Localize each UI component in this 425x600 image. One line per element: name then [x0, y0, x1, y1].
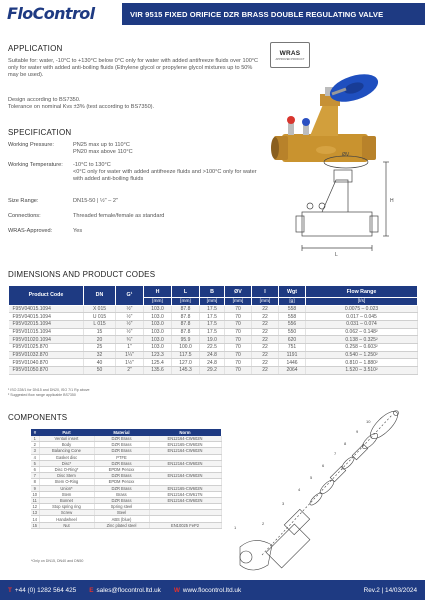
- email-address[interactable]: sales@flocontrol.ltd.uk: [96, 586, 161, 594]
- table-cell: DZR Brass: [94, 497, 149, 503]
- title-bar: [122, 3, 425, 25]
- table-cell: 12: [32, 504, 38, 510]
- table-cell: 70: [225, 305, 252, 313]
- table-cell: EN12164-CW617N: [149, 491, 221, 497]
- table-cell: 620: [279, 336, 306, 344]
- footnote: ¹ ISO 228/1 for DN15 and DN20, ISO 7/1 Rp above: [8, 388, 90, 392]
- table-cell: 70: [225, 359, 252, 367]
- table-cell: 17.5: [200, 320, 225, 328]
- table-cell: DZR Brass: [94, 448, 149, 454]
- table-cell: ¾": [116, 336, 144, 344]
- table-cell: Body: [39, 442, 94, 448]
- spec-value: Yes: [73, 228, 83, 234]
- table-cell: 17.5: [200, 313, 225, 321]
- table-cell: 1½": [116, 359, 144, 367]
- spec-connections: [8, 213, 268, 220]
- spec-label: Connections:: [8, 213, 41, 219]
- components-table: [31, 429, 222, 529]
- table-cell: 135.6: [144, 367, 172, 375]
- table-cell: F95V04015.1094: [9, 313, 84, 321]
- unit-header: [mm]: [252, 298, 279, 306]
- table-cell: 20: [84, 336, 116, 344]
- spec-label: Size Range:: [8, 198, 39, 204]
- table-row: [31, 473, 221, 479]
- table-cell: Venturi insert: [39, 436, 94, 442]
- table-cell: 22: [252, 328, 279, 336]
- dim-label-v: ØV: [342, 152, 350, 158]
- col-header: Wgt: [279, 286, 306, 298]
- table-cell: F95V01015.1094: [9, 328, 84, 336]
- table-cell: 145.3: [172, 367, 200, 375]
- table-cell: F95V04015.1094: [9, 305, 84, 313]
- table-cell: U 015: [84, 313, 116, 321]
- table-cell: F95V01032.870: [9, 351, 84, 359]
- table-header-row: [9, 286, 418, 298]
- table-cell: 10: [32, 491, 38, 497]
- table-cell: X 015: [84, 305, 116, 313]
- table-cell: 2: [31, 442, 39, 448]
- table-cell: 2064: [279, 367, 306, 375]
- spec-value: PN25 max up to 110°C PN20 max above 110°C: [73, 142, 133, 156]
- part-callout-8: 8: [344, 441, 347, 446]
- wras-subtitle: APPROVED PRODUCT: [275, 57, 305, 61]
- table-cell: EN12164-CW602N: [149, 436, 221, 442]
- dimensions-table-body: [9, 305, 418, 374]
- table-cell: 22: [252, 351, 279, 359]
- table-cell: 70: [225, 313, 252, 321]
- dimension-footnotes: [8, 388, 90, 398]
- col-header: H: [144, 286, 172, 298]
- unit-header: [mm]: [144, 298, 172, 306]
- table-cell: 8: [31, 479, 39, 485]
- table-cell: 5: [31, 460, 39, 466]
- table-cell: 70: [225, 328, 252, 336]
- unit-header: [mm]: [172, 298, 200, 306]
- table-cell: 22: [252, 320, 279, 328]
- table-cell: 70: [225, 320, 252, 328]
- table-row: [9, 336, 418, 344]
- unit-header: [l/s]: [306, 298, 418, 306]
- table-cell: 87.8: [172, 313, 200, 321]
- table-cell: 22: [252, 313, 279, 321]
- table-cell: ABS (blue): [94, 516, 149, 522]
- footer-website[interactable]: [174, 587, 241, 594]
- table-cell: Disc O-Ring*: [39, 466, 94, 472]
- table-cell: Stem O-Ring: [39, 479, 94, 485]
- table-cell: 4: [31, 454, 39, 460]
- table-cell: EN12165-CW602N: [149, 442, 221, 448]
- table-cell: 0.540 – 1.250²: [306, 351, 418, 359]
- table-cell: DZR Brass: [94, 460, 149, 466]
- table-cell: 1": [116, 343, 144, 351]
- table-cell: 127.0: [172, 359, 200, 367]
- part-callout-3: 3: [282, 501, 285, 506]
- table-cell: F95V01040.870: [9, 359, 84, 367]
- table-cell: 103.0: [144, 320, 172, 328]
- table-row: [9, 367, 418, 375]
- page-header: [0, 0, 425, 28]
- table-cell: EN12164-CW602N: [149, 460, 221, 466]
- footer-email[interactable]: [89, 587, 161, 594]
- exploded-view-drawing: [232, 405, 417, 577]
- col-header: Material: [94, 429, 149, 436]
- table-cell: 32: [84, 351, 116, 359]
- telephone-key: T: [8, 586, 12, 594]
- table-cell: 70: [225, 336, 252, 344]
- table-cell: EN12164-CW602N: [149, 473, 221, 479]
- table-cell: 103.0: [144, 336, 172, 344]
- table-cell: 50: [84, 367, 116, 375]
- table-row: [9, 305, 418, 313]
- col-header: Part: [39, 429, 94, 436]
- table-cell: PTFE: [94, 454, 149, 460]
- table-cell: 100.0: [172, 343, 200, 351]
- table-cell: F95V02015.1094: [9, 320, 84, 328]
- components-note: *Only on DN15, DN40 and DN50: [31, 559, 84, 563]
- table-cell: EN12165-CW602N: [149, 485, 221, 491]
- table-cell: 0.810 – 1.880²: [306, 359, 418, 367]
- table-cell: 13: [32, 510, 38, 516]
- table-cell: 125.4: [144, 359, 172, 367]
- table-cell: 0.017 – 0.045: [306, 313, 418, 321]
- table-cell: F95V01050.870: [9, 367, 84, 375]
- table-cell: 17.5: [200, 305, 225, 313]
- table-row: [31, 448, 221, 454]
- table-cell: 117.5: [172, 351, 200, 359]
- table-cell: 123.3: [144, 351, 172, 359]
- table-cell: Stem: [39, 491, 94, 497]
- table-cell: 1191: [279, 351, 306, 359]
- table-cell: 29.2: [200, 367, 225, 375]
- table-cell: 22: [252, 367, 279, 375]
- table-row: [31, 497, 221, 503]
- table-cell: 103.0: [144, 328, 172, 336]
- table-cell: 22: [252, 343, 279, 351]
- components-heading: COMPONENTS: [8, 413, 68, 422]
- table-cell: Nut: [39, 522, 94, 528]
- design-standard-text: Design according to BS7350.: [8, 97, 81, 103]
- col-header: #: [31, 429, 39, 436]
- tolerance-text: Tolerance on nominal Kvs ±3% (test according to BS7350).: [8, 104, 155, 110]
- table-cell: ½": [116, 313, 144, 321]
- unit-header: [g]: [279, 298, 306, 306]
- table-cell: Balancing Cone: [39, 448, 94, 454]
- part-callout-1: 1: [234, 525, 237, 530]
- table-cell: 15: [84, 328, 116, 336]
- table-cell: 1: [31, 436, 39, 442]
- table-cell: ½": [116, 305, 144, 313]
- specification-heading: SPECIFICATION: [8, 128, 72, 137]
- col-header: G¹: [116, 286, 144, 306]
- col-header: Norm: [149, 429, 221, 436]
- table-row: [31, 436, 221, 442]
- table-cell: 22: [252, 359, 279, 367]
- table-cell: 19.0: [200, 336, 225, 344]
- table-cell: 0.031 – 0.074: [306, 320, 418, 328]
- table-cell: 7: [31, 473, 39, 479]
- website-key: W: [173, 586, 180, 594]
- table-cell: L 015: [84, 320, 116, 328]
- spec-label: Working Temperature:: [8, 162, 63, 168]
- table-row: [31, 522, 221, 528]
- table-row: [9, 343, 418, 351]
- components-table-body: [31, 436, 221, 529]
- table-cell: Stop spring ring: [39, 504, 94, 510]
- table-row: [9, 320, 418, 328]
- part-callout-2: 2: [262, 521, 265, 526]
- part-callout-6: 6: [322, 463, 325, 468]
- table-cell: Disc Stem: [39, 473, 94, 479]
- table-cell: 17.5: [200, 328, 225, 336]
- table-cell: Spring steel: [94, 504, 149, 510]
- dim-label-l: L: [335, 252, 338, 258]
- table-cell: DZR Brass: [94, 473, 149, 479]
- table-cell: 87.8: [172, 328, 200, 336]
- spec-label: WRAS-Approved:: [8, 228, 53, 234]
- application-text: Suitable for: water, -10°C to +130°C below 0°C only for water with added antifreeze fluids over 100°C only for water with added anti-boiling fluids (Ethylene glycol or propylene glycol mixtures up to 50% may be used).: [8, 58, 259, 79]
- page-footer: [0, 580, 425, 600]
- table-cell: Gasket disc: [39, 454, 94, 460]
- spec-size-range: [8, 198, 268, 205]
- table-cell: EN12164-CW602N: [149, 497, 221, 503]
- table-cell: 3: [31, 448, 39, 454]
- wras-mark: WRAS: [279, 49, 301, 57]
- table-cell: 2": [116, 367, 144, 375]
- table-cell: 0.258 – 0.603²: [306, 343, 418, 351]
- logo-text: FloControl: [7, 4, 95, 23]
- col-header: DN: [84, 286, 116, 306]
- table-cell: EN10025 FeP2: [149, 522, 221, 528]
- col-header: ØV: [225, 286, 252, 298]
- table-cell: 22: [252, 305, 279, 313]
- revision-date: Rev.2 | 14/03/2024: [363, 586, 417, 594]
- table-cell: Disc*: [39, 460, 94, 466]
- col-header: I: [252, 286, 279, 298]
- telephone-number: +44 (0) 1282 564 425: [14, 586, 77, 594]
- col-header: Flow Range: [306, 286, 418, 298]
- table-cell: 1446: [279, 359, 306, 367]
- table-row: [9, 359, 418, 367]
- table-row: [31, 485, 221, 491]
- table-cell: Screw: [39, 510, 94, 516]
- unit-header: [mm]: [200, 298, 225, 306]
- email-key: E: [89, 586, 94, 594]
- spec-working-temperature: [8, 162, 268, 183]
- dim-label-h: H: [390, 198, 394, 204]
- table-cell: 550: [279, 328, 306, 336]
- table-cell: 0.0075 – 0.023: [306, 305, 418, 313]
- table-cell: DZR Brass: [94, 436, 149, 442]
- table-cell: 40: [84, 359, 116, 367]
- dimensions-heading: DIMENSIONS AND PRODUCT CODES: [8, 270, 156, 279]
- footnote: ² Suggested flow range applicable BS7350: [8, 393, 76, 397]
- spec-value: DN15-50 | ½" – 2": [73, 198, 118, 204]
- website-link[interactable]: www.flocontrol.ltd.uk: [182, 586, 242, 594]
- table-cell: 15: [32, 522, 38, 528]
- table-row: [9, 328, 418, 336]
- table-row: [9, 313, 418, 321]
- spec-value: -10°C to 130°C <0°C only for water with added antifreeze fluids and >100°C only for water with added anti-boiling fluids: [73, 162, 257, 183]
- table-cell: Handwheel: [39, 516, 94, 522]
- table-cell: 751: [279, 343, 306, 351]
- table-cell: 556: [279, 320, 306, 328]
- table-cell: 1¼": [116, 351, 144, 359]
- part-callout-5: 5: [310, 475, 313, 480]
- document-title: VIR 9515 FIXED ORIFICE DZR BRASS DOUBLE REGULATING VALVE: [130, 9, 384, 19]
- table-cell: Union*: [39, 485, 94, 491]
- table-cell: 103.0: [144, 305, 172, 313]
- table-cell: 95.9: [172, 336, 200, 344]
- table-cell: 87.8: [172, 320, 200, 328]
- table-cell: 103.0: [144, 343, 172, 351]
- table-cell: 1.520 – 3.510²: [306, 367, 418, 375]
- table-cell: 22.5: [200, 343, 225, 351]
- col-header: B: [200, 286, 225, 298]
- unit-header: [mm]: [225, 298, 252, 306]
- company-logo: [0, 0, 122, 28]
- table-cell: 558: [279, 305, 306, 313]
- col-header: Product Code: [9, 286, 84, 306]
- table-cell: 558: [279, 313, 306, 321]
- table-cell: 87.8: [172, 305, 200, 313]
- part-callout-7: 7: [334, 451, 337, 456]
- spec-label: Working Pressure:: [8, 142, 54, 148]
- table-cell: 24.8: [200, 359, 225, 367]
- table-cell: EN12164-CW602N: [149, 448, 221, 454]
- table-cell: F95V01020.1094: [9, 336, 84, 344]
- part-callout-10: 10: [366, 419, 371, 424]
- table-cell: DZR Brass: [94, 485, 149, 491]
- table-cell: ½": [116, 320, 144, 328]
- table-cell: 22: [252, 336, 279, 344]
- footer-telephone: [8, 587, 76, 594]
- table-cell: Zinc plated steel: [94, 522, 149, 528]
- table-cell: Steel: [94, 510, 149, 516]
- table-cell: 0.062 – 0.148²: [306, 328, 418, 336]
- part-callout-9: 9: [356, 429, 359, 434]
- application-heading: APPLICATION: [8, 44, 63, 53]
- table-cell: 24.8: [200, 351, 225, 359]
- table-cell: 0.138 – 0.325²: [306, 336, 418, 344]
- spec-value: Threaded female/female as standard: [73, 213, 165, 219]
- table-cell: EPDM Peroxx: [94, 466, 149, 472]
- table-cell: Brass: [94, 491, 149, 497]
- dimensions-table: [8, 285, 418, 375]
- table-cell: 70: [225, 351, 252, 359]
- table-cell: 70: [225, 343, 252, 351]
- table-cell: F95V01025.870: [9, 343, 84, 351]
- col-header: L: [172, 286, 200, 298]
- table-cell: 6: [31, 466, 39, 472]
- wras-badge: [270, 42, 310, 68]
- table-row: [9, 351, 418, 359]
- table-cell: ½": [116, 328, 144, 336]
- table-cell: 9: [31, 485, 39, 491]
- table-cell: 14: [32, 516, 38, 522]
- table-cell: EPDM Peroxx: [94, 479, 149, 485]
- part-callout-4: 4: [298, 487, 301, 492]
- table-cell: 11: [31, 497, 39, 503]
- table-cell: 103.0: [144, 313, 172, 321]
- dimension-drawing: [282, 150, 414, 260]
- spec-working-pressure: [8, 142, 268, 156]
- table-cell: 70: [225, 367, 252, 375]
- table-cell: DZR Brass: [94, 442, 149, 448]
- spec-wras-approved: [8, 228, 268, 235]
- table-cell: Bonnet: [39, 497, 94, 503]
- table-cell: 25: [84, 343, 116, 351]
